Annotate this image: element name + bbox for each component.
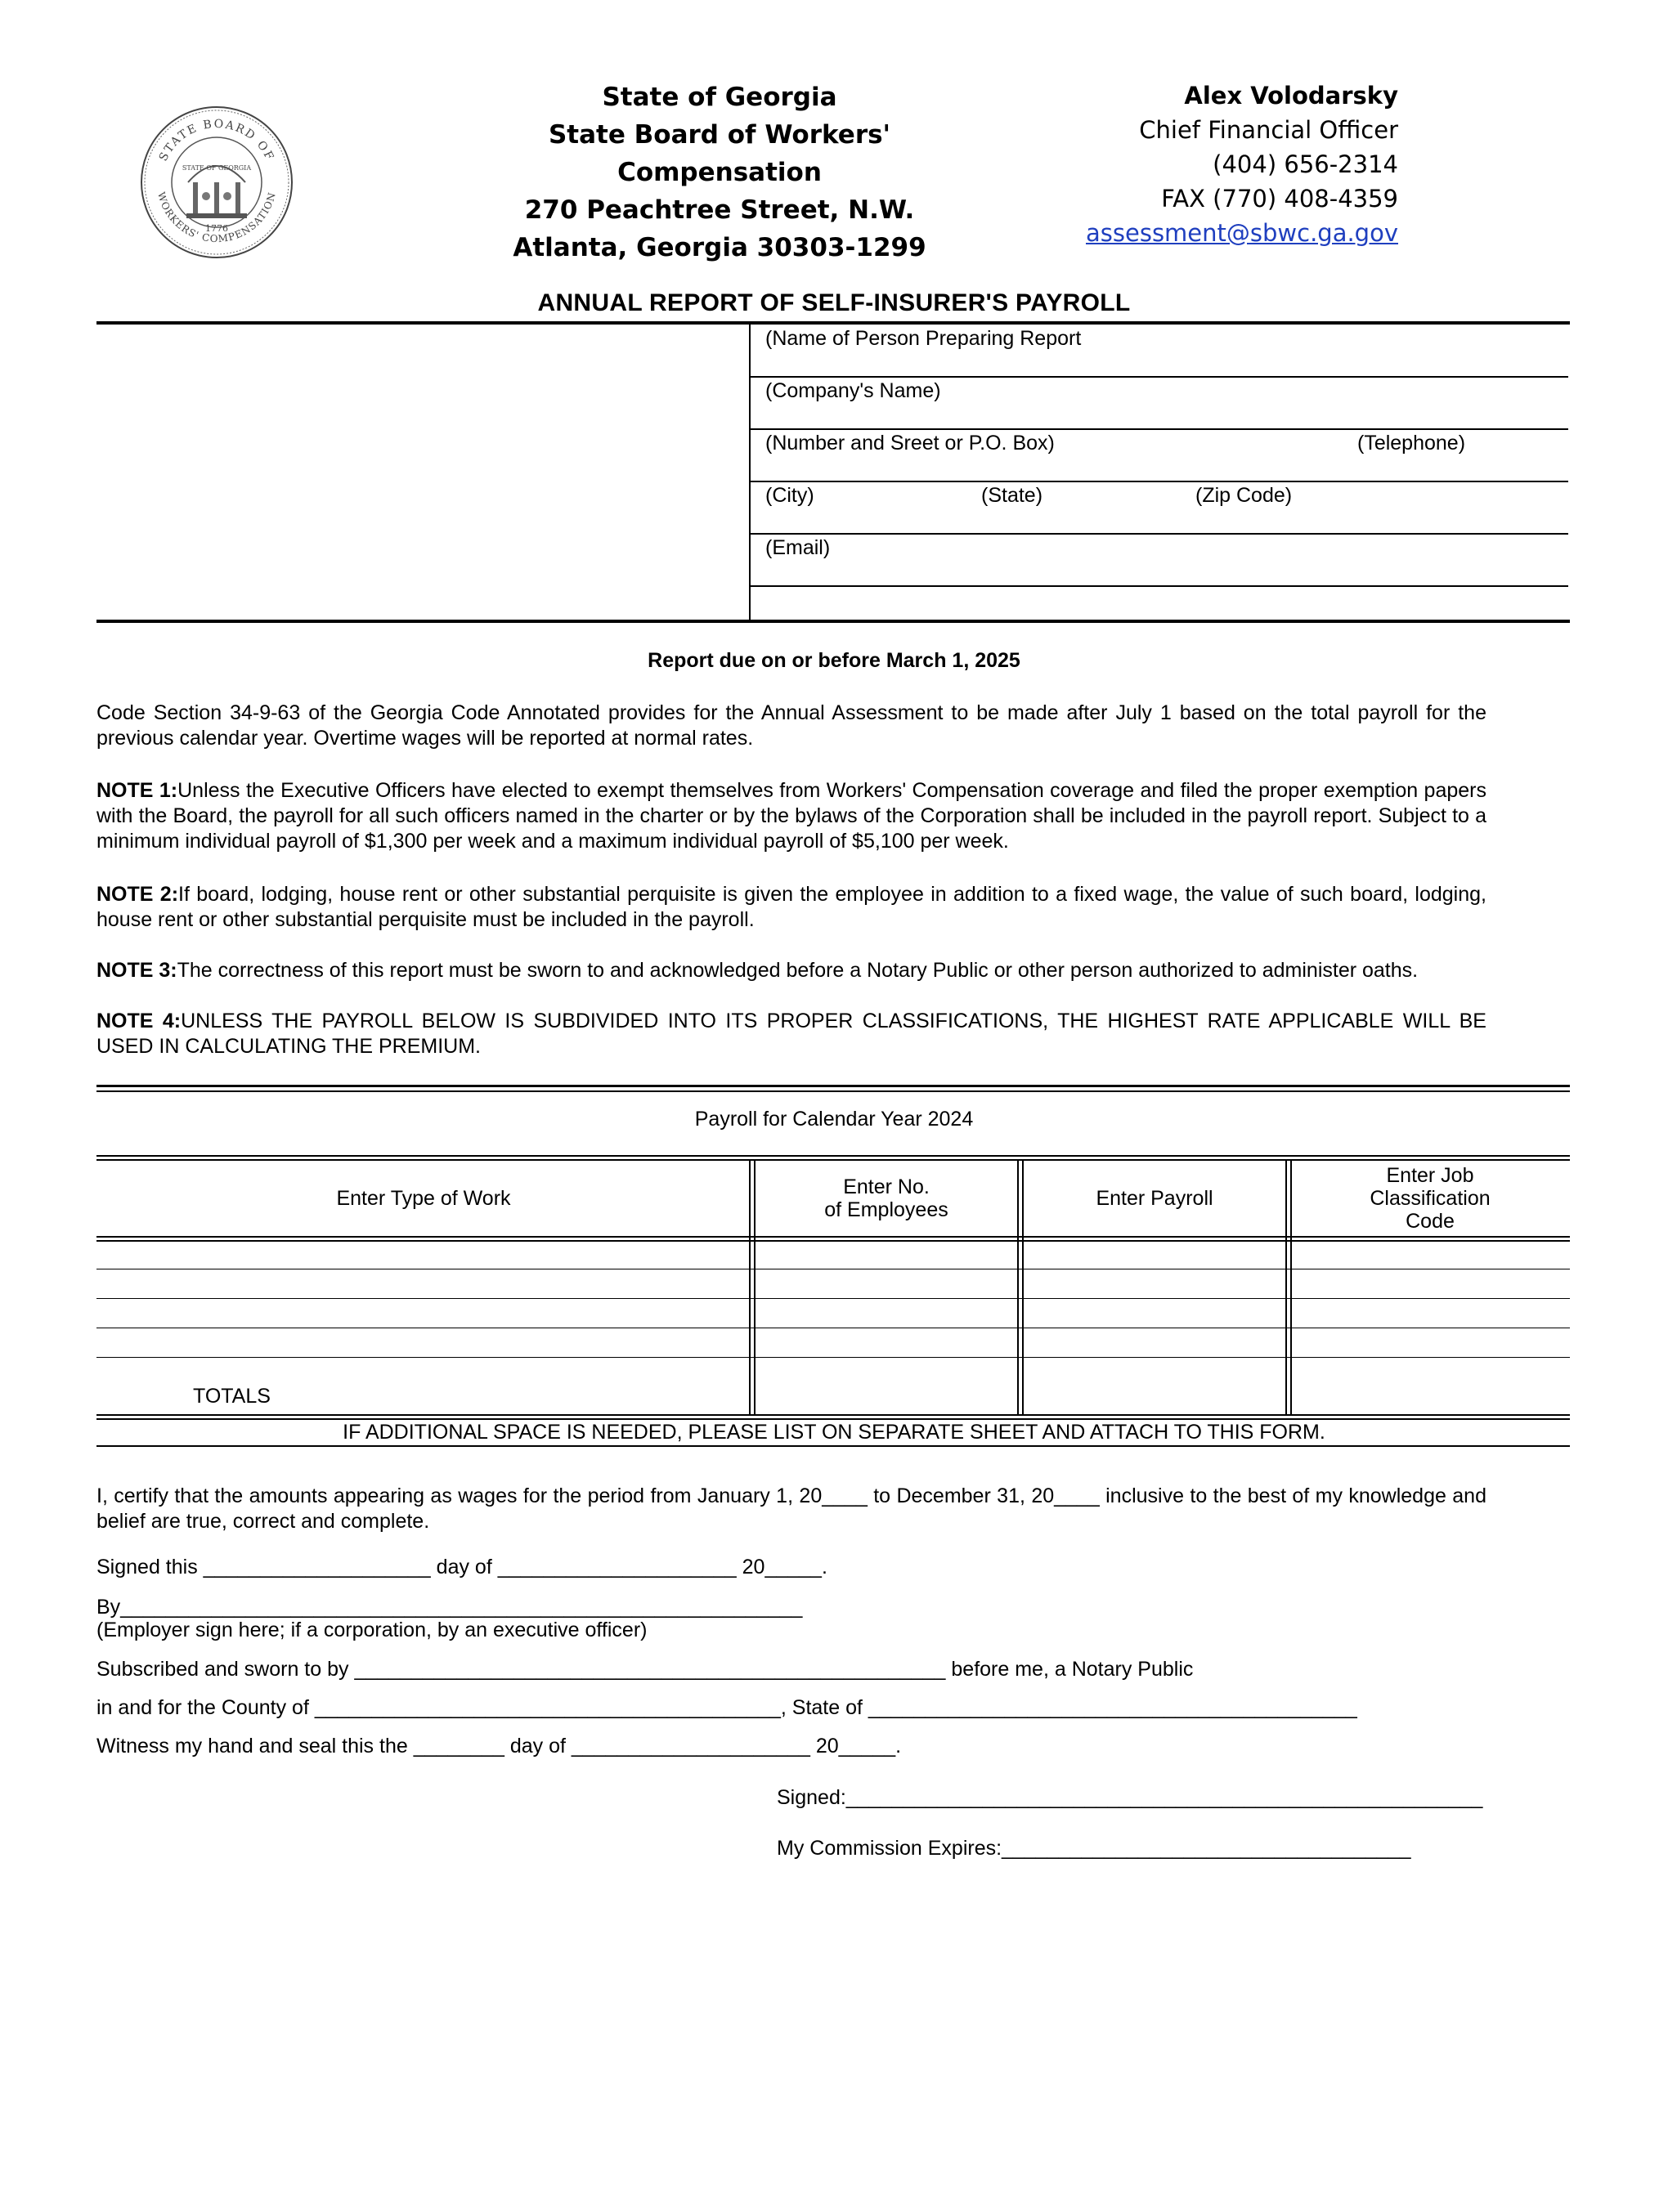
- employer-signature-line[interactable]: By____________________________________________________________: [96, 1596, 803, 1619]
- organization-address: [458, 78, 981, 266]
- col-job-line: Enter Job: [1386, 1164, 1474, 1187]
- employer-sign-note: (Employer sign here; if a corporation, by an executive officer): [96, 1619, 648, 1641]
- col-job-code: [1290, 1161, 1570, 1236]
- header-rule: [96, 1240, 1570, 1242]
- svg-text:STATE OF GEORGIA: STATE OF GEORGIA: [182, 164, 252, 172]
- contact-title: Chief Financial Officer: [1139, 116, 1398, 144]
- city-label: (City): [765, 484, 814, 507]
- notice-rule: [96, 1445, 1570, 1447]
- header-rule: [96, 1236, 1570, 1238]
- col-divider: [1022, 1161, 1024, 1414]
- section-rule: [96, 1085, 1570, 1087]
- col-divider: [1285, 1161, 1287, 1414]
- note-1: [96, 778, 1486, 854]
- preparer-label: (Name of Person Preparing Report: [765, 327, 1082, 350]
- col-payroll: Enter Payroll: [1096, 1187, 1213, 1210]
- contact-name: Alex Volodarsky: [1184, 82, 1398, 110]
- top-rule: [96, 321, 1570, 325]
- col-divider: [1290, 1161, 1292, 1414]
- section-rule: [96, 1090, 1570, 1092]
- telephone-label: (Telephone): [1357, 432, 1466, 454]
- intro-paragraph: Code Section 34-9-63 of the Georgia Code Annotated provides for the Annual Assessment to be made after July 1 based on the total payroll for the previous calendar year. Overtime wages will be reported at normal rates.: [96, 701, 1486, 750]
- table-row[interactable]: [96, 1298, 1570, 1299]
- note-4: [96, 1009, 1486, 1059]
- table-row[interactable]: [96, 1357, 1570, 1358]
- info-divider: [749, 325, 751, 620]
- notary-signed-line[interactable]: Signed:________________________________________________________: [777, 1786, 1483, 1809]
- table-top-rule: [96, 1155, 1570, 1157]
- org-line: State of Georgia: [602, 83, 837, 112]
- company-line[interactable]: [751, 428, 1568, 430]
- note-2: [96, 882, 1486, 933]
- preparer-line[interactable]: [751, 376, 1568, 378]
- contact-fax: FAX (770) 408-4359: [1161, 185, 1398, 213]
- witness-line[interactable]: Witness my hand and seal this the ________ day of _____________________ 20_____.: [96, 1735, 902, 1758]
- signed-this-line[interactable]: Signed this ____________________ day of _____________________ 20_____.: [96, 1556, 827, 1578]
- contact-phone: (404) 656-2314: [1213, 150, 1398, 178]
- col-divider: [754, 1161, 756, 1414]
- commission-expires-line[interactable]: My Commission Expires:____________________________________: [777, 1837, 1411, 1860]
- state-seal-logo: [139, 105, 294, 260]
- svg-text:1776: 1776: [205, 223, 228, 234]
- zip-label: (Zip Code): [1195, 484, 1293, 507]
- email-label: (Email): [765, 536, 831, 559]
- county-state-line[interactable]: in and for the County of _________________________________________, State of ___________________________________________: [96, 1696, 1357, 1719]
- email-line[interactable]: [751, 585, 1568, 587]
- city-line[interactable]: [751, 533, 1568, 535]
- svg-text:STATE BOARD OF: STATE BOARD OF: [156, 117, 277, 163]
- org-line: Atlanta, Georgia 30303-1299: [513, 233, 926, 262]
- col-employees-line: Enter No.: [843, 1175, 930, 1198]
- contact-email-link[interactable]: assessment@sbwc.ga.gov: [1086, 219, 1398, 247]
- note-text: UNLESS THE PAYROLL BELOW IS SUBDIVIDED INTO ITS PROPER CLASSIFICATIONS, THE HIGHEST RATE APPLICABLE WILL BE USED IN CALCULATING THE PREMIUM.: [96, 1010, 1486, 1058]
- note-text: Unless the Executive Officers have elected to exempt themselves from Workers' Compensation coverage and filed the proper exemption papers with the Board, the payroll for all such officers named in the charter or by the bylaws of the Corporation shall be included in the payroll report. Subject to a minimum individual payroll of $1,300 per week and a maximum individual payroll of $5,100 per week.: [96, 779, 1486, 853]
- certification-text: I, certify that the amounts appearing as wages for the period from January 1, 20____ to December 31, 20____ inclusive to the best of my knowledge and belief are true, correct and complete.: [96, 1484, 1486, 1533]
- payroll-caption: Payroll for Calendar Year 2024: [694, 1108, 974, 1131]
- note-label: NOTE 1:: [96, 779, 178, 802]
- org-line: 270 Peachtree Street, N.W.: [524, 195, 915, 225]
- col-divider: [1017, 1161, 1019, 1414]
- org-line: State Board of Workers' Compensation: [548, 120, 891, 187]
- subscribed-line[interactable]: Subscribed and sworn to by ____________________________________________________ before me, a Notary Public: [96, 1658, 1194, 1681]
- note-label: NOTE 3:: [96, 959, 177, 982]
- due-date: Report due on or before March 1, 2025: [648, 649, 1020, 672]
- col-employees-line: of Employees: [824, 1198, 948, 1221]
- note-label: NOTE 2:: [96, 883, 179, 906]
- totals-rule: [96, 1418, 1570, 1420]
- note-text: The correctness of this report must be sworn to and acknowledged before a Notary Public or other person authorized to administer oaths.: [177, 959, 1419, 982]
- note-3: [96, 958, 1486, 983]
- bottom-rule: [96, 620, 1570, 623]
- col-divider: [749, 1161, 751, 1414]
- street-label: (Number and Sreet or P.O. Box): [765, 432, 1055, 454]
- svg-text:WORKERS' COMPENSATION: WORKERS' COMPENSATION: [155, 190, 278, 245]
- note-label: NOTE 4:: [96, 1010, 182, 1032]
- street-line[interactable]: [751, 481, 1568, 482]
- col-job-line: Code: [1406, 1210, 1455, 1233]
- col-job-line: Classification: [1370, 1187, 1491, 1210]
- additional-space-notice: IF ADDITIONAL SPACE IS NEEDED, PLEASE LIST ON SEPARATE SHEET AND ATTACH TO THIS FORM.: [343, 1421, 1325, 1444]
- note-text: If board, lodging, house rent or other substantial perquisite is given the employee in addition to a fixed wage, the value of such board, lodging, house rent or other substantial perquisite must be included in the payroll.: [96, 883, 1486, 931]
- company-label: (Company's Name): [765, 379, 941, 402]
- totals-rule: [96, 1414, 1570, 1416]
- contact-block: [1030, 78, 1398, 250]
- state-label: (State): [981, 484, 1043, 507]
- totals-label: TOTALS: [193, 1385, 271, 1408]
- col-type-of-work: Enter Type of Work: [336, 1187, 511, 1210]
- col-employees: [754, 1161, 1019, 1236]
- report-title: ANNUAL REPORT OF SELF-INSURER'S PAYROLL: [537, 289, 1131, 316]
